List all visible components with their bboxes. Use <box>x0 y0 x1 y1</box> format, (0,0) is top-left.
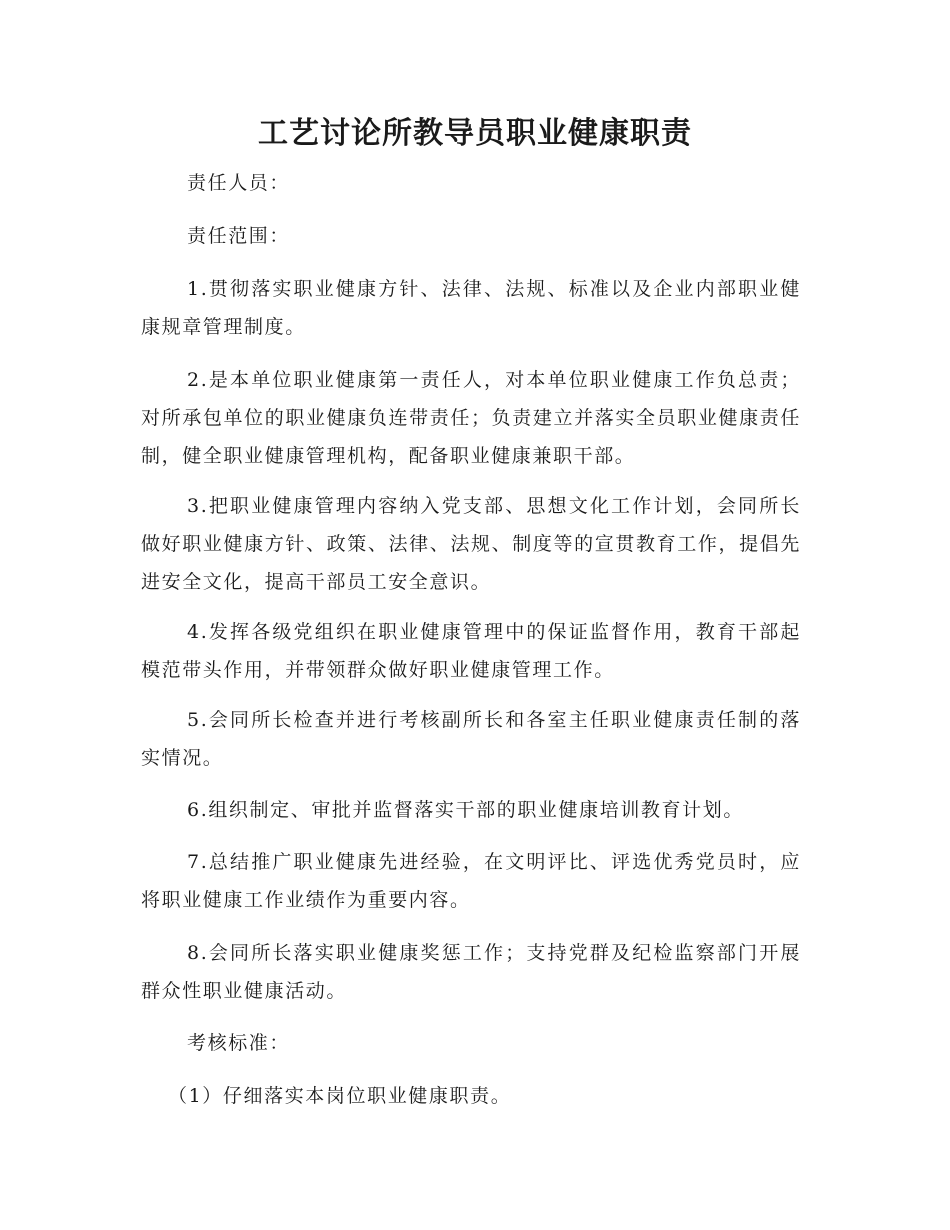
duty-item-6: 6.组织制定、审批并监督落实干部的职业健康培训教育计划。 <box>187 799 744 821</box>
scope-label: 责任范围： <box>187 225 291 247</box>
duty-item-3: 3.把职业健康管理内容纳入党支部、思想文化工作计划，会同所长做好职业健康方针、政策、法律、法规、制度等的宣贯教育工作，提倡先进安全文化，提高干部员工安全意识。 <box>141 495 801 593</box>
duty-item-7: 7.总结推广职业健康先进经验，在文明评比、评选优秀党员时，应将职业健康工作业绩作为重要内容。 <box>141 851 801 911</box>
duty-item-5: 5.会同所长检查并进行考核副所长和各室主任职业健康责任制的落实情况。 <box>141 709 801 769</box>
responsible-person-label: 责任人员： <box>187 172 291 194</box>
duty-item-1: 1.贯彻落实职业健康方针、法律、法规、标准以及企业内部职业健康规章管理制度。 <box>141 278 801 338</box>
duty-item-4: 4.发挥各级党组织在职业健康管理中的保证监督作用，教育干部起模范带头作用，并带领群众做好职业健康管理工作。 <box>141 621 801 681</box>
duty-item-2: 2.是本单位职业健康第一责任人，对本单位职业健康工作负总责；对所承包单位的职业健康负连带责任；负责建立并落实全员职业健康责任制，健全职业健康管理机构，配备职业健康兼职干部。 <box>141 369 801 467</box>
assessment-label: 考核标准： <box>187 1032 291 1054</box>
document-title: 工艺讨论所教导员职业健康职责 <box>258 116 692 151</box>
criteria-item-1: （1）仔细落实本岗位职业健康职责。 <box>168 1085 512 1107</box>
duty-item-8: 8.会同所长落实职业健康奖惩工作；支持党群及纪检监察部门开展群众性职业健康活动。 <box>141 942 801 1002</box>
